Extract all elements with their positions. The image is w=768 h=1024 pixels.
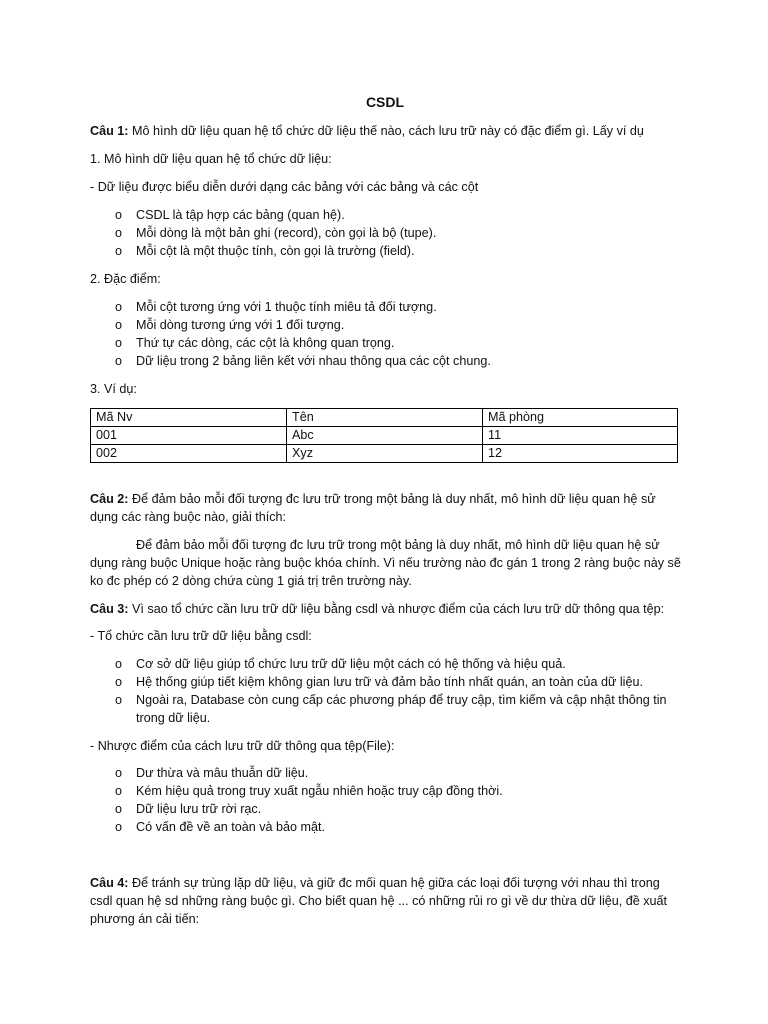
table-cell: Abc	[287, 427, 483, 445]
table-cell: 002	[91, 445, 287, 463]
question-1-text: Mô hình dữ liệu quan hệ tổ chức dữ liệu thế nào, cách lưu trữ này có đặc điểm gì. Lấy ví dụ	[128, 124, 644, 138]
bullet-icon: o	[115, 675, 123, 689]
list-item: Thứ tự các dòng, các cột là không quan trọng.	[136, 336, 395, 350]
section-2-heading: 2. Đặc điểm:	[90, 272, 161, 286]
table-cell: 001	[91, 427, 287, 445]
question-4-label: Câu 4:	[90, 876, 129, 890]
table-row	[91, 427, 678, 445]
list-item: Có vấn đề về an toàn và bảo mật.	[136, 820, 326, 834]
section-3-heading: 3. Ví dụ:	[90, 382, 137, 396]
question-2-text-cont: dụng các ràng buộc nào, giải thích:	[90, 510, 287, 524]
list-item: Mỗi cột tương ứng với 1 thuộc tính miêu tả đối tượng.	[136, 300, 437, 314]
section-1-heading: 1. Mô hình dữ liệu quan hệ tổ chức dữ liệu:	[90, 152, 332, 166]
question-4-text: Để tránh sự trùng lặp dữ liệu, và giữ đc mối quan hệ giữa các loại đối tượng với nhau thì trong	[128, 876, 660, 890]
table-cell: 11	[483, 427, 678, 445]
list-item: Mỗi cột là một thuộc tính, còn gọi là trường (field).	[136, 244, 415, 258]
table-row	[91, 445, 678, 463]
bullet-icon: o	[115, 318, 123, 332]
page-title: CSDL	[365, 94, 405, 110]
table-cell: Xyz	[287, 445, 483, 463]
bullet-icon: o	[115, 820, 123, 834]
list-item-continuation: trong dữ liệu.	[136, 711, 211, 725]
list-item: CSDL là tập hợp các bảng (quan hệ).	[136, 208, 345, 222]
section-1-intro: - Dữ liệu được biểu diễn dưới dạng các bảng với các bảng và các cột	[90, 180, 479, 194]
bullet-icon: o	[115, 336, 123, 350]
table-header-cell: Mã Nv	[91, 409, 287, 427]
bullet-icon: o	[115, 802, 123, 816]
question-3	[90, 600, 664, 618]
bullet-icon: o	[115, 657, 123, 671]
table-header-cell: Tên	[287, 409, 483, 427]
bullet-icon: o	[115, 784, 123, 798]
question-3-label: Câu 3:	[90, 602, 129, 616]
question-1-label: Câu 1:	[90, 124, 129, 138]
bullet-icon: o	[115, 244, 123, 258]
question-3-text: Vì sao tổ chức cần lưu trữ dữ liệu bằng csdl và nhược điểm của cách lưu trữ dữ thông qua tệp:	[128, 602, 665, 616]
question-3-part-1-intro: - Tổ chức cần lưu trữ dữ liệu bằng csdl:	[90, 629, 312, 643]
answer-2-line: dụng ràng buộc Unique hoặc ràng buộc khóa chính. Vì nếu trường nào đc gán 1 trong 2 ràng buộc này sẽ	[90, 556, 681, 570]
table-cell: 12	[483, 445, 678, 463]
question-4-text-cont: csdl quan hệ sd những ràng buộc gì. Cho biết quan hệ ... có những rủi ro gì về dư thừa dữ liệu, đề xuất	[90, 894, 668, 908]
bullet-icon: o	[115, 300, 123, 314]
table-header-cell: Mã phòng	[483, 409, 678, 427]
question-4	[90, 874, 660, 892]
question-3-part-2-intro: - Nhược điểm của cách lưu trữ dữ thông qua tệp(File):	[90, 739, 395, 753]
list-item: Kém hiệu quả trong truy xuất ngẫu nhiên hoặc truy cập đồng thời.	[136, 784, 503, 798]
list-item: Mỗi dòng tương ứng với 1 đối tượng.	[136, 318, 345, 332]
question-4-text-cont: phương án cải tiến:	[90, 912, 200, 926]
list-item: Hệ thống giúp tiết kiệm không gian lưu trữ và đảm bảo tính nhất quán, an toàn của dữ liệu.	[136, 675, 643, 689]
list-item: Dư thừa và mâu thuẫn dữ liệu.	[136, 766, 309, 780]
question-2	[90, 490, 656, 508]
list-item: Dữ liệu lưu trữ rời rạc.	[136, 802, 262, 816]
list-item: Mỗi dòng là một bản ghi (record), còn gọi là bộ (tupe).	[136, 226, 437, 240]
answer-2-line: Để đảm bảo mỗi đối tượng đc lưu trữ trong một bảng là duy nhất, mô hình dữ liệu quan hệ sử	[136, 538, 660, 552]
bullet-icon: o	[115, 208, 123, 222]
list-item: Cơ sở dữ liệu giúp tổ chức lưu trữ dữ liệu một cách có hệ thống và hiệu quả.	[136, 657, 566, 671]
bullet-icon: o	[115, 226, 123, 240]
question-2-text: Để đảm bảo mỗi đối tượng đc lưu trữ trong một bảng là duy nhất, mô hình dữ liệu quan hệ sử	[128, 492, 656, 506]
list-item: Ngoài ra, Database còn cung cấp các phương pháp để truy cập, tìm kiếm và cập nhật thông tin	[136, 693, 667, 707]
table-header-row	[91, 409, 678, 427]
example-table	[90, 408, 678, 463]
bullet-icon: o	[115, 354, 123, 368]
question-2-label: Câu 2:	[90, 492, 129, 506]
list-item: Dữ liệu trong 2 bảng liên kết với nhau thông qua các cột chung.	[136, 354, 491, 368]
bullet-icon: o	[115, 693, 123, 707]
bullet-icon: o	[115, 766, 123, 780]
answer-2-line: ko đc phép có 2 dòng chứa cùng 1 giá trị trên trường này.	[90, 574, 412, 588]
question-1	[90, 122, 644, 140]
